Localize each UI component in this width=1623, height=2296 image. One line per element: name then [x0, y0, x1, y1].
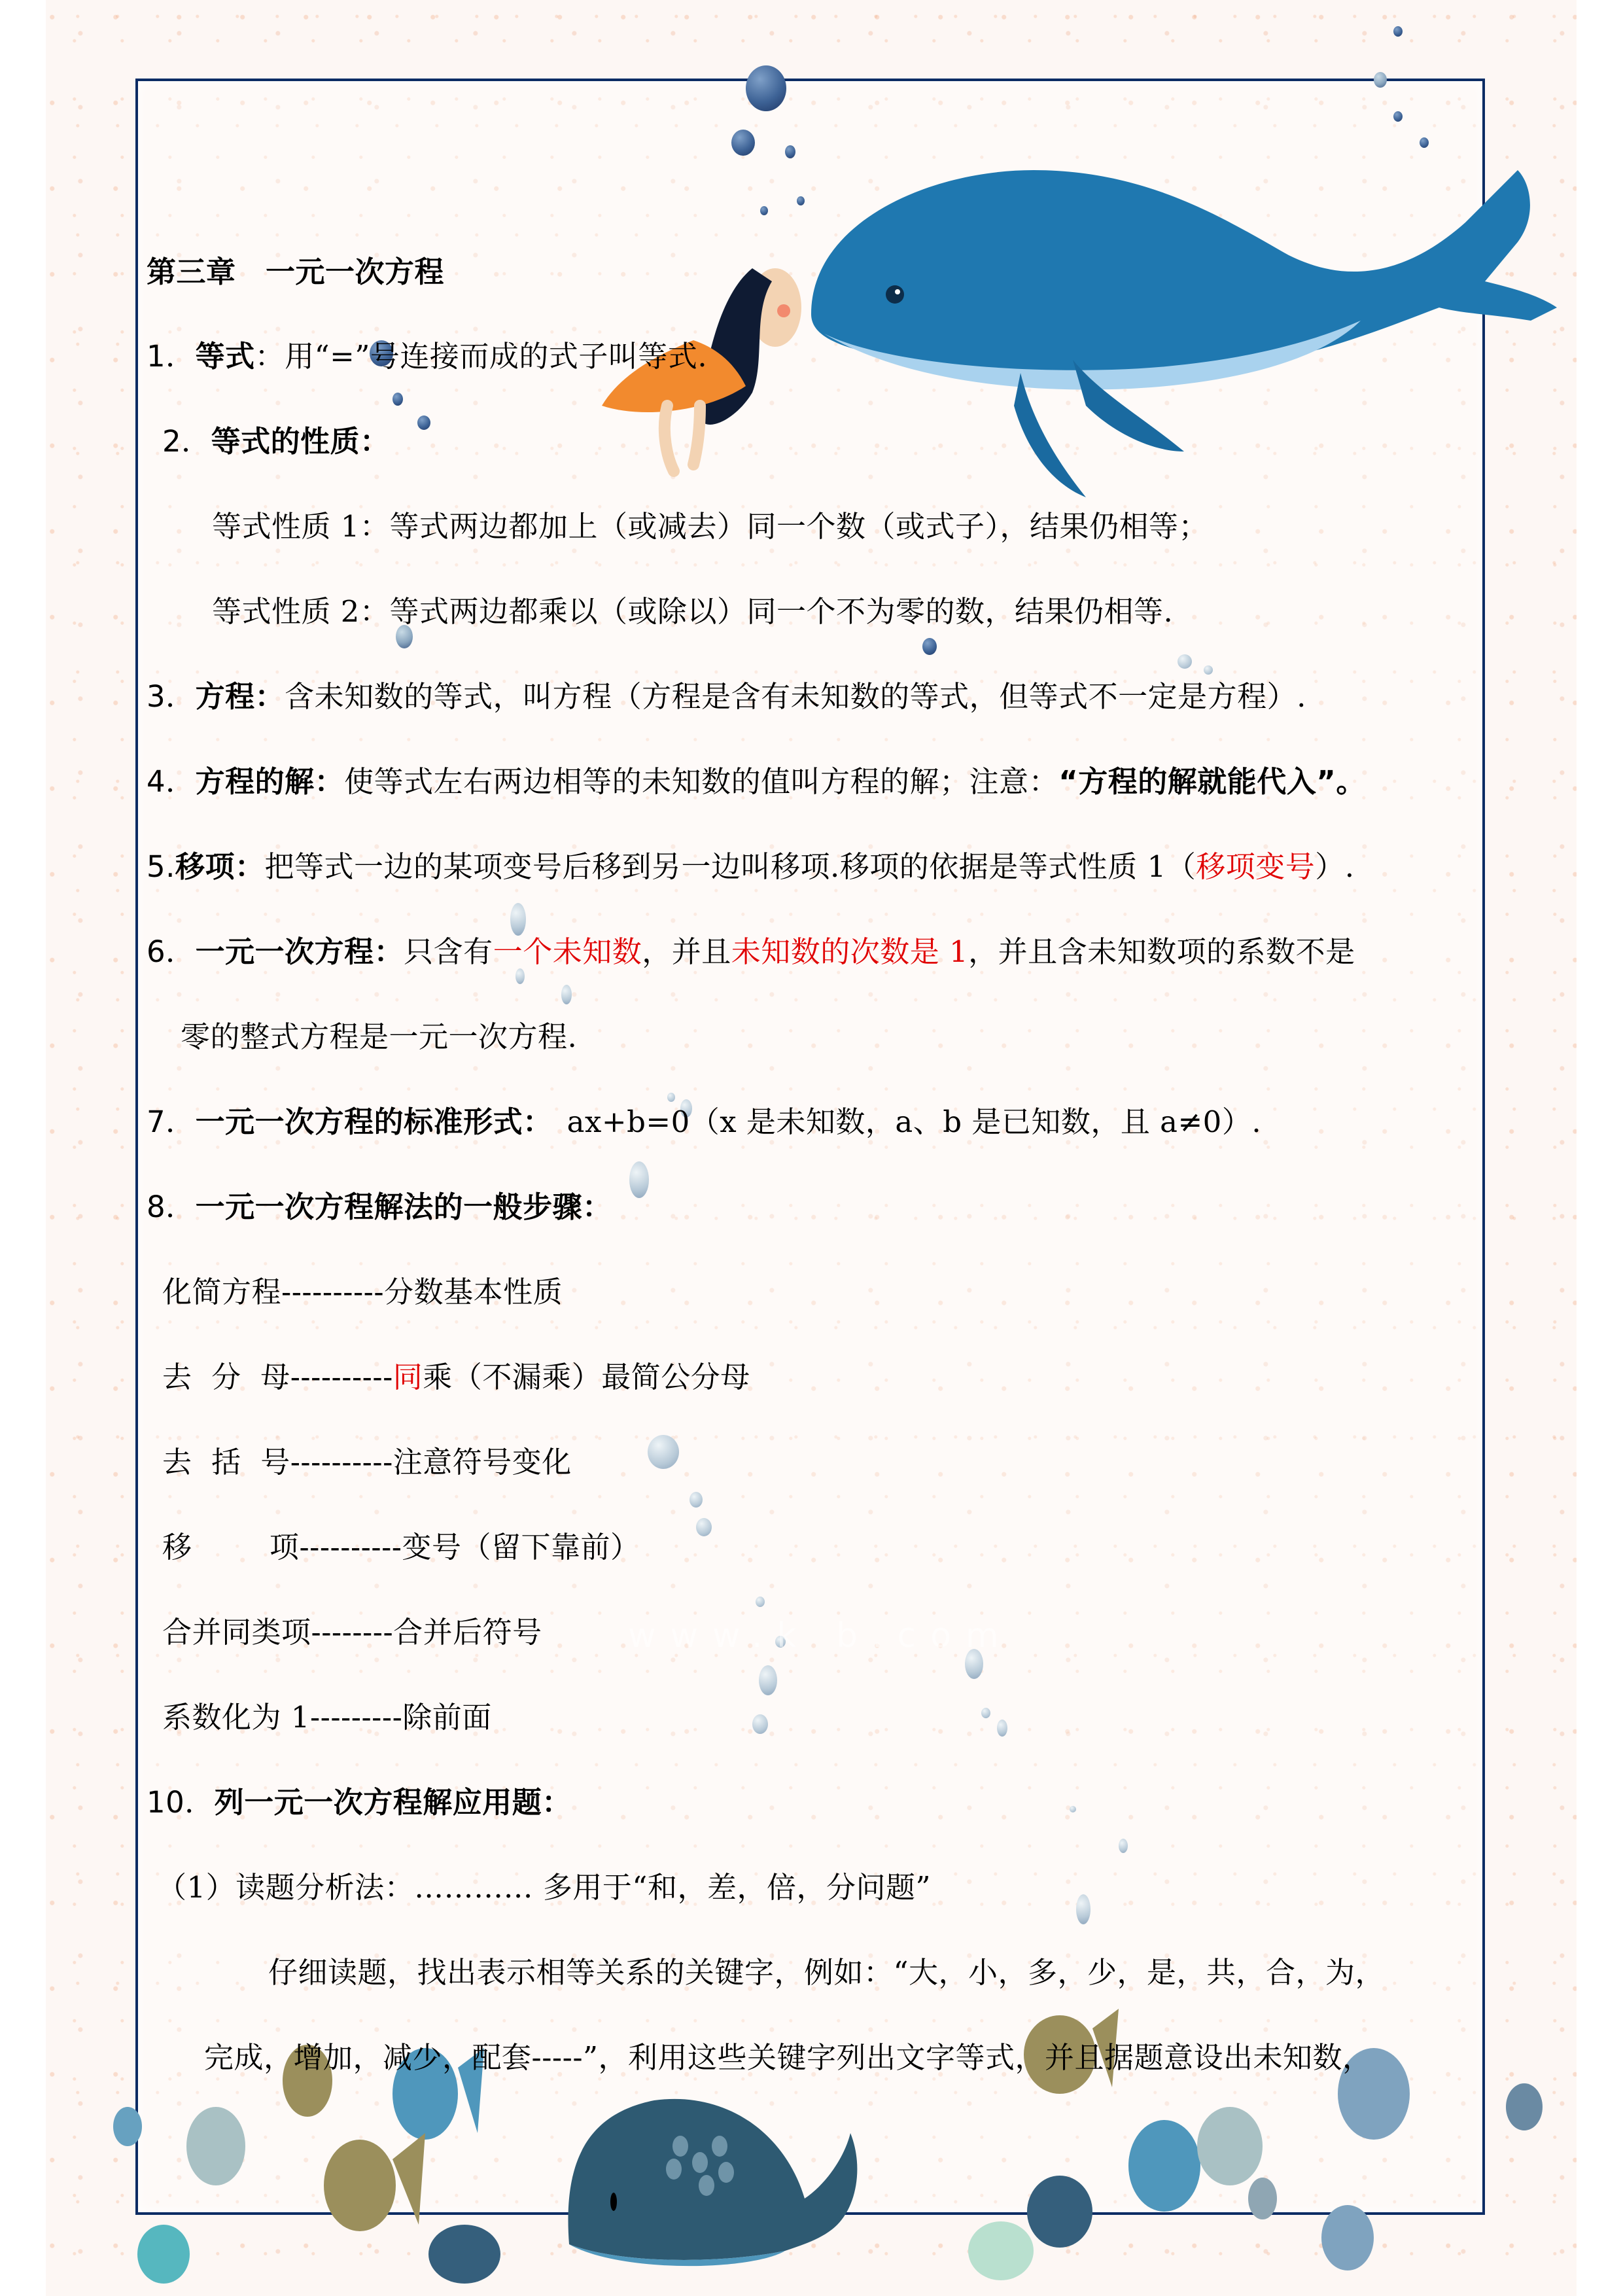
- item-tail: ）.: [1315, 849, 1355, 884]
- step-note: 分数基本性质: [384, 1275, 563, 1309]
- item-sep: ：: [374, 934, 404, 969]
- step-row: [162, 1698, 492, 1737]
- bubble-icon: [1178, 654, 1192, 669]
- step-dashes: ----------: [290, 1445, 393, 1479]
- step-note-red: 同: [393, 1360, 423, 1394]
- property-text: 等式两边都加上（或减去）同一个数（或式子），结果仍相等；: [389, 509, 1208, 544]
- step-row: [162, 1528, 640, 1567]
- step-dashes: ---------: [309, 1700, 403, 1735]
- item-term: 移项: [175, 849, 235, 884]
- item-red-a: 一个未知数: [493, 934, 642, 969]
- item-number: 10．: [147, 1785, 215, 1820]
- step-name: 化简方程: [162, 1275, 282, 1309]
- fish-icon: [1128, 2120, 1200, 2212]
- bubble-icon: [981, 1708, 990, 1718]
- method-1: （1）读题分析法：………… 多用于“和，差，倍，分问题”: [157, 1870, 931, 1905]
- item-7: [147, 1103, 1261, 1142]
- step-row: [162, 1358, 750, 1397]
- bubble-icon: [561, 985, 572, 1004]
- whale-illustration: [536, 144, 1622, 510]
- step-note: 合并后符号: [393, 1615, 542, 1650]
- item-term: 一元一次方程: [195, 934, 374, 969]
- bubble-icon: [696, 1518, 712, 1536]
- item-text-b: ，并且: [642, 934, 731, 969]
- property-2: [212, 592, 1173, 631]
- item-term: 列一元一次方程解应用题: [214, 1785, 542, 1820]
- item-sep: ：: [254, 679, 285, 714]
- bubble-icon: [752, 1714, 768, 1734]
- fish-icon: [324, 2133, 425, 2231]
- item-text: 使等式左右两边相等的未知数的值叫方程的解；注意：: [344, 764, 1059, 799]
- fish-icon: [1197, 2107, 1263, 2185]
- fish-icon: [1248, 2178, 1277, 2219]
- fish-icon: [1506, 2083, 1543, 2130]
- item-text-c: ，并且含未知数项的系数不是: [968, 934, 1355, 969]
- bubble-icon: [629, 1161, 649, 1198]
- item-number: 3．: [147, 679, 196, 714]
- paragraph-line-2: 完成，增加，减少，配套-----”，利用这些关键字列出文字等式，并且据题意设出未知数，: [204, 2040, 1372, 2075]
- bubble-icon: [510, 903, 526, 936]
- bubble-icon: [1070, 1806, 1076, 1812]
- item-number: 4．: [147, 764, 196, 799]
- bubble-icon: [689, 1492, 703, 1508]
- watermark-text: www.k b.com: [628, 1616, 1013, 1655]
- bubble-icon: [1393, 111, 1403, 122]
- bubble-icon: [1076, 1894, 1091, 1924]
- chapter-title: 第三章 一元一次方程: [147, 255, 445, 289]
- item-text-a: 只含有: [404, 934, 493, 969]
- item-3: [147, 677, 1306, 716]
- step-dashes: ----------: [281, 1275, 385, 1309]
- item-red-b: 未知数的次数是 1: [731, 934, 969, 969]
- item-term: 一元一次方程解法的一般步骤: [195, 1190, 583, 1224]
- bubble-icon: [1393, 26, 1403, 37]
- bubble-icon: [1374, 72, 1387, 88]
- step-note: 注意符号变化: [393, 1445, 572, 1479]
- bubble-icon: [667, 1093, 675, 1102]
- property-text: 等式两边都乘以（或除以）同一个不为零的数，结果仍相等.: [389, 594, 1174, 629]
- property-label: 等式性质 1：: [212, 509, 390, 544]
- item-sep: ：: [360, 424, 390, 459]
- paragraph-line-1: 仔细读题，找出表示相等关系的关键字，例如：“大，小，多，少，是，共，合，为，: [268, 1955, 1386, 1990]
- step-dashes: ----------: [299, 1530, 402, 1564]
- item-text: ax+b=0（x 是未知数，a、b 是已知数，且 a≠0）.: [567, 1104, 1262, 1139]
- item-8: [147, 1188, 612, 1227]
- step-note: 乘（不漏乘）最简公分母: [423, 1360, 750, 1394]
- bubble-icon: [922, 638, 937, 655]
- fish-icon: [137, 2225, 190, 2284]
- bubble-icon: [746, 65, 786, 111]
- bubble-icon: [759, 1665, 777, 1695]
- item-sep: ：: [254, 339, 285, 374]
- bubble-icon: [393, 393, 403, 406]
- item-sep: ：: [234, 849, 265, 884]
- item-6-continuation: 零的整式方程是一元一次方程.: [181, 1019, 578, 1054]
- property-label: 等式性质 2：: [212, 594, 390, 629]
- item-number: 6．: [147, 934, 196, 969]
- step-dashes: --------: [311, 1615, 394, 1650]
- item-6: [147, 932, 1355, 972]
- item-term: 一元一次方程的标准形式: [195, 1104, 523, 1139]
- item-number: 1．: [147, 339, 196, 374]
- item-text: 含未知数的等式，叫方程（方程是含有未知数的等式，但等式不一定是方程）.: [285, 679, 1306, 714]
- step-note: 除前面: [402, 1700, 492, 1735]
- step-name: 移 项: [162, 1530, 300, 1564]
- step-row: [162, 1273, 563, 1312]
- step-name: 系数化为 1: [162, 1700, 310, 1735]
- property-1: [212, 507, 1208, 546]
- item-emphasis: “方程的解就能代入”。: [1058, 764, 1366, 799]
- bubble-icon: [417, 415, 430, 430]
- step-name: 去 括 号: [162, 1445, 290, 1479]
- item-term: 方程的解: [195, 764, 315, 799]
- step-name: 合并同类项: [162, 1615, 311, 1650]
- item-sep: ：: [523, 1104, 553, 1139]
- fish-icon: [1027, 2176, 1092, 2248]
- item-10: [147, 1783, 572, 1822]
- fish-icon: [968, 2221, 1034, 2280]
- bubble-icon: [756, 1597, 765, 1607]
- step-row: [162, 1443, 572, 1482]
- item-number: 7．: [147, 1104, 196, 1139]
- step-row: [162, 1613, 542, 1652]
- bubble-icon: [1119, 1839, 1128, 1853]
- item-1: [147, 337, 707, 376]
- step-name: 去 分 母: [162, 1360, 290, 1394]
- item-sep: ：: [542, 1785, 572, 1820]
- item-4: [147, 762, 1366, 802]
- bubble-icon: [997, 1720, 1007, 1737]
- fish-icon: [186, 2107, 245, 2185]
- item-number: 8．: [147, 1190, 196, 1224]
- item-number: 5.: [147, 849, 175, 884]
- item-term: 等式: [195, 339, 255, 374]
- item-number: 2．: [162, 424, 211, 459]
- item-term: 方程: [195, 679, 255, 714]
- item-sep: ：: [314, 764, 345, 799]
- fish-icon: [113, 2107, 142, 2146]
- bubble-icon: [648, 1435, 679, 1469]
- item-2: [162, 422, 390, 461]
- item-text: 用“=”号连接而成的式子叫等式.: [285, 339, 708, 374]
- item-5: [147, 847, 1355, 887]
- item-text: 把等式一边的某项变号后移到另一边叫移项.移项的依据是等式性质 1（: [264, 849, 1196, 884]
- item-term: 等式的性质: [211, 424, 360, 459]
- fish-icon: [1321, 2205, 1374, 2270]
- small-whale-icon: [568, 2099, 858, 2266]
- whale-icon: [811, 170, 1557, 497]
- step-note: 变号（留下靠前）: [402, 1530, 640, 1564]
- item-red-text: 移项变号: [1196, 849, 1316, 884]
- step-dashes: ----------: [290, 1360, 393, 1394]
- fish-icon: [428, 2225, 500, 2284]
- item-sep: ：: [582, 1190, 612, 1224]
- bubble-icon: [1204, 665, 1213, 675]
